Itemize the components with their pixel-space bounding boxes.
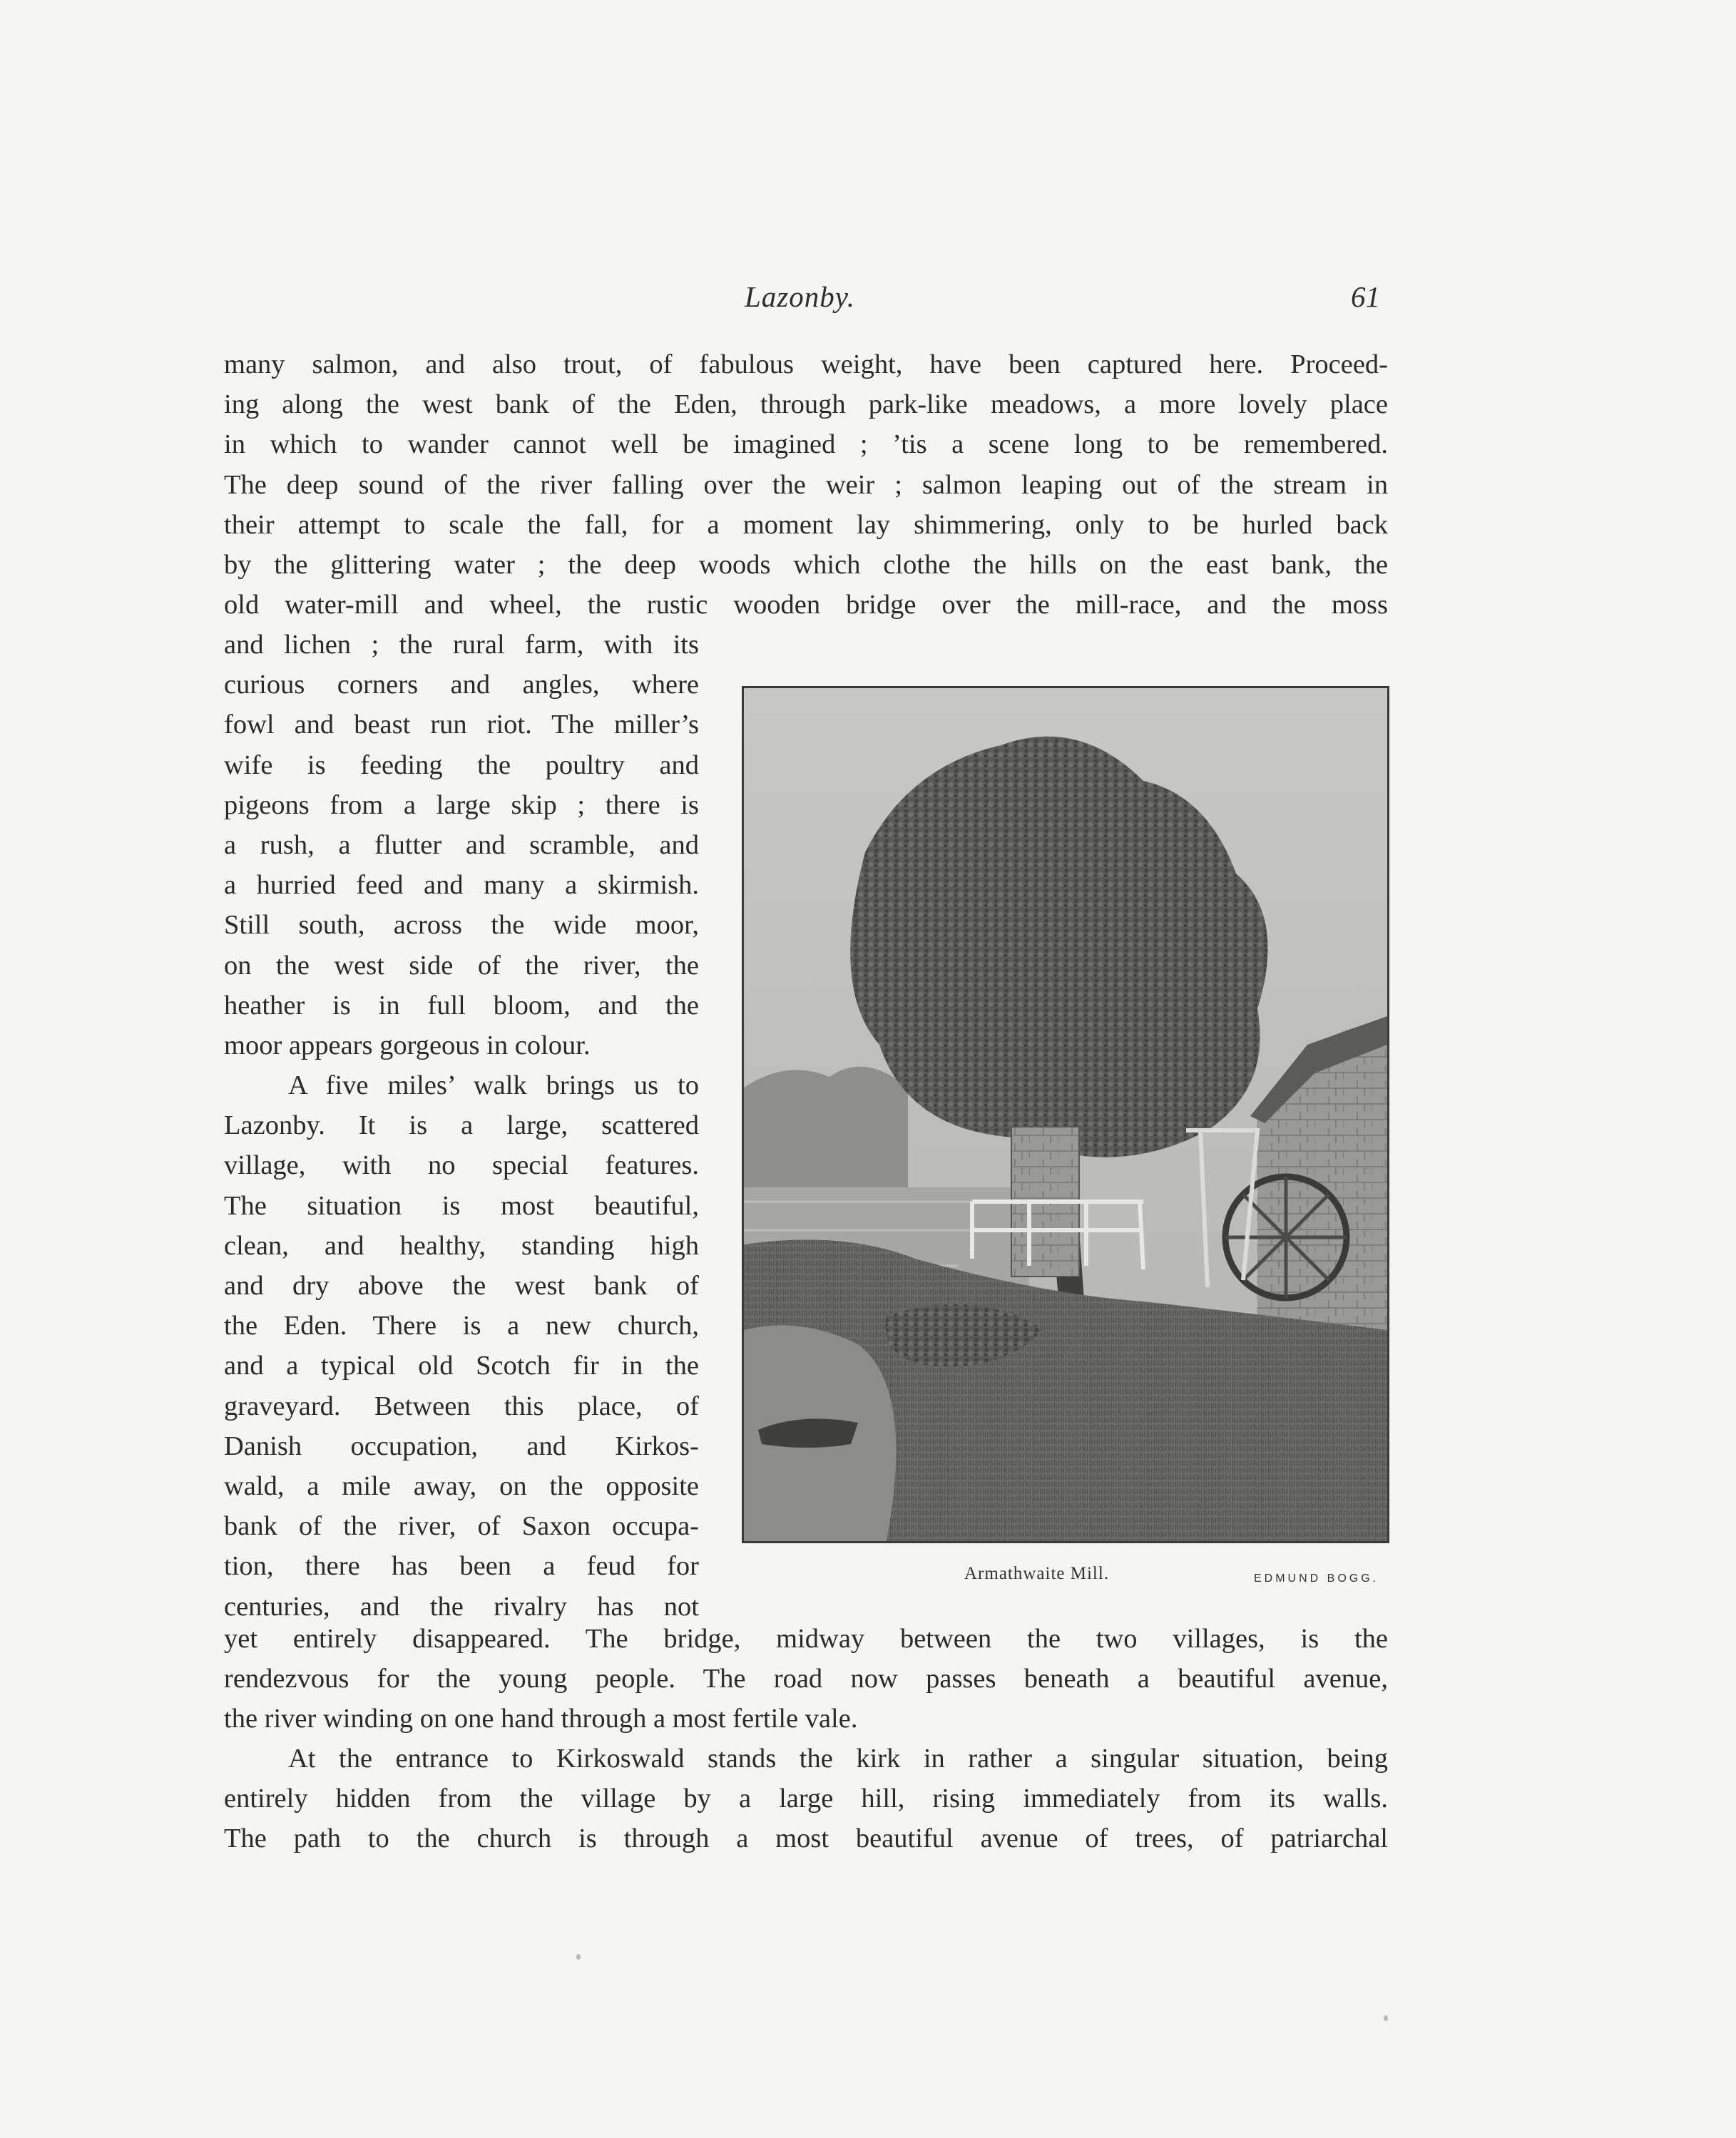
text-line: and dry above the west bank of <box>224 1271 699 1301</box>
text-line: the Eden. There is a new church, <box>224 1311 699 1341</box>
text-line: entirely hidden from the village by a large hill, rising immediately from its walls. <box>224 1784 1388 1814</box>
text-line: village, with no special features. <box>224 1150 699 1181</box>
text-line: graveyard. Between this place, of <box>224 1391 699 1421</box>
text-line: The path to the church is through a most beautiful avenue of trees, of patriarchal <box>224 1824 1388 1854</box>
text-line: a rush, a flutter and scramble, and <box>224 829 699 860</box>
paper-speck <box>1384 2015 1388 2021</box>
figure-credit: EDMUND BOGG. <box>1254 1572 1379 1585</box>
text-line: moor appears gorgeous in colour. <box>224 1030 591 1060</box>
mill-scene-drawing <box>744 688 1387 1541</box>
text-line: many salmon, and also trout, of fabulous weight, have been captured here. Proceed- <box>224 349 1388 379</box>
text-line: Lazonby. It is a large, scattered <box>224 1110 699 1141</box>
text-line: yet entirely disappeared. The bridge, midway between the two villages, is the <box>224 1624 1388 1654</box>
text-line: At the entrance to Kirkoswald stands the kirk in rather a singular situation, being <box>288 1744 1388 1774</box>
text-line: The deep sound of the river falling over the weir ; salmon leaping out of the stream in <box>224 469 1388 500</box>
text-line: in which to wander cannot well be imagined ; ’tis a scene long to be remembered. <box>224 429 1388 460</box>
text-line: by the glittering water ; the deep woods which clothe the hills on the east bank, the <box>224 549 1388 580</box>
text-line: pigeons from a large skip ; there is <box>224 789 699 820</box>
text-line: ing along the west bank of the Eden, through park-like meadows, a more lovely place <box>224 389 1388 420</box>
text-line: old water-mill and wheel, the rustic wooden bridge over the mill-race, and the moss <box>224 590 1388 620</box>
text-line: a hurried feed and many a skirmish. <box>224 870 699 901</box>
text-column-beside-figure <box>224 625 699 1627</box>
paper-speck <box>576 1954 581 1960</box>
page-number: 61 <box>1351 280 1380 313</box>
text-line: on the west side of the river, the <box>224 950 699 981</box>
figure-caption: Armathwaite Mill. <box>964 1564 1110 1583</box>
paragraph-top <box>224 344 1388 625</box>
paragraph-bottom <box>224 1619 1388 1739</box>
paragraph-kirkoswald <box>224 1739 1388 1859</box>
text-line: curious corners and angles, where <box>224 670 699 700</box>
text-line: tion, there has been a feud for <box>224 1551 699 1582</box>
text-line: The situation is most beautiful, <box>224 1190 699 1221</box>
text-line: A five miles’ walk brings us to <box>288 1070 699 1101</box>
text-line: fowl and beast run riot. The miller’s <box>224 710 699 740</box>
text-line: rendezvous for the young people. The road now passes beneath a beautiful avenue, <box>224 1664 1388 1694</box>
running-head-title: Lazonby. <box>745 280 855 313</box>
text-line: their attempt to scale the fall, for a moment lay shimmering, only to be hurled back <box>224 509 1388 540</box>
text-line: and a typical old Scotch fir in the <box>224 1351 699 1381</box>
text-line: Danish occupation, and Kirkos- <box>224 1431 699 1461</box>
text-line: Still south, across the wide moor, <box>224 910 699 941</box>
text-line: centuries, and the rivalry has not <box>224 1591 699 1622</box>
text-line: wife is feeding the poultry and <box>224 750 699 780</box>
text-line: heather is in full bloom, and the <box>224 990 699 1021</box>
text-line: and lichen ; the rural farm, with its <box>224 630 699 660</box>
text-line: the river winding on one hand through a most fertile vale. <box>224 1704 858 1734</box>
text-line: clean, and healthy, standing high <box>224 1230 699 1261</box>
text-line: bank of the river, of Saxon occupa- <box>224 1511 699 1542</box>
text-line: wald, a mile away, on the opposite <box>224 1470 699 1501</box>
armathwaite-mill-illustration <box>742 686 1389 1543</box>
